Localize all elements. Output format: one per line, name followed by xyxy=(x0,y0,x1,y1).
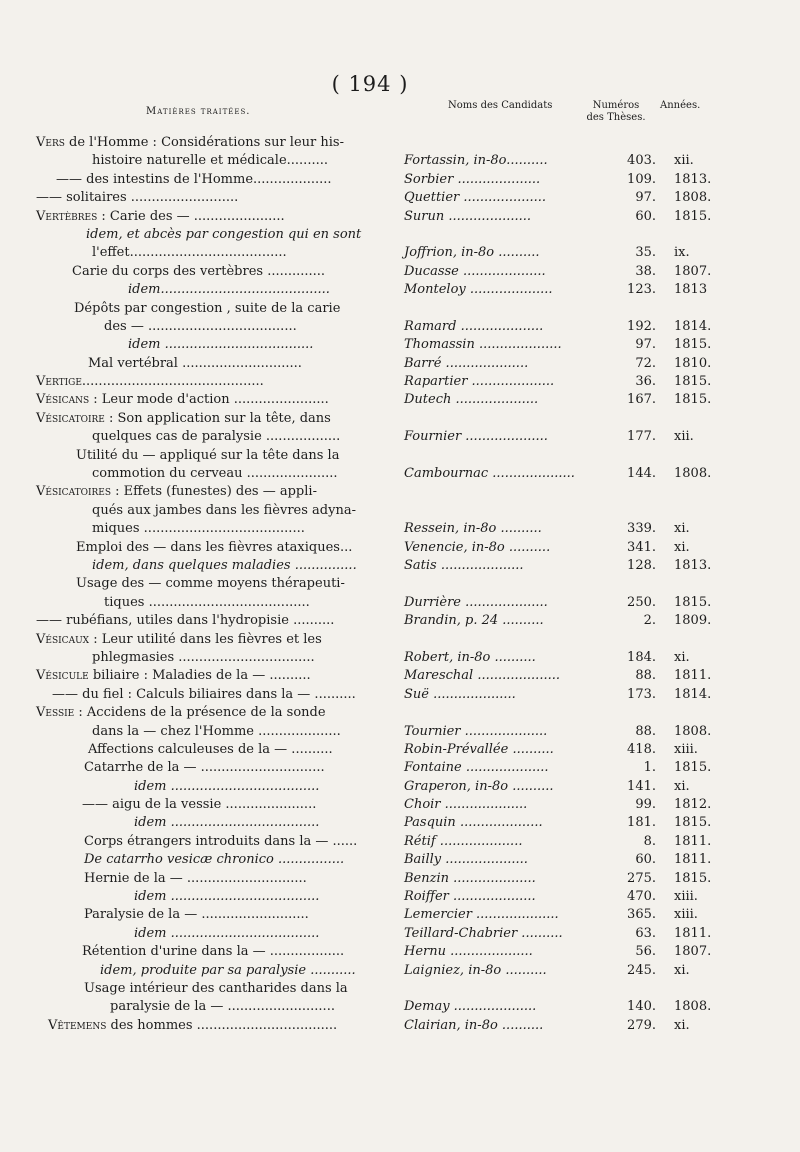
subject-lead-word: Vésicatoire xyxy=(36,410,105,426)
subject-cell xyxy=(100,962,356,980)
subject-cell xyxy=(84,759,325,777)
table-row xyxy=(0,575,800,593)
table-row xyxy=(0,447,800,465)
subject-cell xyxy=(36,612,334,630)
thesis-number-cell: 140. xyxy=(627,999,656,1015)
year-cell: 1815. xyxy=(674,594,712,610)
table-row xyxy=(0,998,800,1016)
subject-text: : Son application sur la tête, dans xyxy=(104,410,331,426)
entries-list xyxy=(0,134,800,1035)
subject-text: Hernie de la — ............................. xyxy=(84,870,307,886)
subject-cell xyxy=(76,575,345,593)
table-row xyxy=(0,152,800,170)
subject-cell xyxy=(110,998,335,1016)
subject-text: idem......................................... xyxy=(128,282,330,298)
subject-lead-word: Vêtemens xyxy=(48,1017,107,1033)
page-number: ( 194 ) xyxy=(331,72,409,96)
subject-cell xyxy=(84,980,348,998)
header-numbers xyxy=(584,100,648,124)
year-cell: 1811. xyxy=(674,852,712,868)
candidate-cell: Satis .................... xyxy=(404,557,524,573)
subject-cell xyxy=(92,152,328,170)
subject-text: : Accidens de la présence de la sonde xyxy=(74,705,326,721)
subject-cell xyxy=(134,778,319,796)
subject-text: idem, produite par sa paralysie ........... xyxy=(100,962,356,978)
year-cell: 1808. xyxy=(674,190,712,206)
table-row xyxy=(0,373,800,391)
thesis-number-cell: 56. xyxy=(635,944,656,960)
candidate-cell: Teillard-Chabrier .......... xyxy=(404,925,563,941)
table-row xyxy=(0,980,800,998)
candidate-cell: Dutech .................... xyxy=(404,392,539,408)
subject-text: Catarrhe de la — .............................. xyxy=(84,760,325,776)
thesis-number-cell: 97. xyxy=(635,337,656,353)
thesis-number-cell: 35. xyxy=(635,245,656,261)
year-cell: xi. xyxy=(674,778,690,794)
candidate-cell: Rapartier .................... xyxy=(404,374,555,390)
candidate-cell: Mareschal .................... xyxy=(404,668,560,684)
table-row xyxy=(0,208,800,226)
thesis-number-cell: 88. xyxy=(635,668,656,684)
thesis-number-cell: 60. xyxy=(635,852,656,868)
subject-text: —— aigu de la vessie ...................... xyxy=(82,797,317,813)
subject-cell xyxy=(92,520,305,538)
table-row xyxy=(0,870,800,888)
subject-cell xyxy=(74,300,340,318)
subject-text: : Leur mode d'action ....................... xyxy=(89,392,329,408)
subject-text: Carie du corps des vertèbres .............. xyxy=(72,263,326,279)
candidate-cell: Fontaine .................... xyxy=(404,760,549,776)
thesis-number-cell: 36. xyxy=(635,374,656,390)
year-cell: 1807. xyxy=(674,263,712,279)
table-row xyxy=(0,594,800,612)
year-cell: 1813. xyxy=(674,557,712,573)
subject-text: quelques cas de paralysie .................. xyxy=(92,429,341,445)
subject-cell xyxy=(88,741,333,759)
candidate-cell: Bailly .................... xyxy=(404,852,528,868)
table-row xyxy=(0,281,800,299)
subject-text: Paralysie de la — .......................... xyxy=(84,907,309,923)
subject-cell xyxy=(48,1017,337,1035)
thesis-number-cell: 418. xyxy=(627,741,656,757)
subject-lead-word: Vésicaux xyxy=(36,631,90,647)
table-row xyxy=(0,410,800,428)
table-row xyxy=(0,557,800,575)
candidate-cell: Pasquin .................... xyxy=(404,815,543,831)
subject-text: Emploi des — dans les fièvres ataxiques... xyxy=(76,539,353,555)
subject-cell xyxy=(76,539,352,557)
table-row xyxy=(0,814,800,832)
table-row xyxy=(0,520,800,538)
subject-lead-word: Vésicule xyxy=(36,668,89,684)
subject-cell xyxy=(82,796,316,814)
header-candidates: Noms des Candidats xyxy=(448,100,553,111)
year-cell: 1808. xyxy=(674,723,712,739)
table-row xyxy=(0,391,800,409)
table-row xyxy=(0,1017,800,1035)
candidate-cell: Laigniez, in-8o .......... xyxy=(404,962,547,978)
candidate-cell: Ramard .................... xyxy=(404,318,544,334)
thesis-number-cell: 470. xyxy=(627,889,656,905)
thesis-number-cell: 184. xyxy=(627,649,656,665)
table-row xyxy=(0,631,800,649)
table-row xyxy=(0,134,800,152)
subject-text: Affections calculeuses de la — .......... xyxy=(88,741,333,757)
candidate-cell: Ducasse .................... xyxy=(404,263,546,279)
table-row xyxy=(0,300,800,318)
candidate-cell: Fortassin, in-8o.......... xyxy=(404,153,548,169)
subject-text: l'effet...................................... xyxy=(92,245,287,261)
subject-text: ............................................ xyxy=(81,374,264,390)
subject-lead-word: Vertige xyxy=(36,374,82,390)
candidate-cell: Monteloy .................... xyxy=(404,282,553,298)
thesis-number-cell: 365. xyxy=(627,907,656,923)
subject-text: Usage intérieur des cantharides dans la xyxy=(84,980,348,996)
subject-text: Utilité du — appliqué sur la tête dans la xyxy=(76,447,340,463)
subject-cell xyxy=(72,263,325,281)
table-row xyxy=(0,539,800,557)
thesis-number-cell: 8. xyxy=(643,833,656,849)
candidate-cell: Thomassin .................... xyxy=(404,337,562,353)
year-cell: xii. xyxy=(674,429,694,445)
subject-cell xyxy=(36,410,331,428)
table-row xyxy=(0,906,800,924)
thesis-number-cell: 181. xyxy=(627,815,656,831)
thesis-number-cell: 60. xyxy=(635,208,656,224)
candidate-cell: Clairian, in-8o .......... xyxy=(404,1017,544,1033)
subject-cell xyxy=(84,833,357,851)
subject-text: commotion du cerveau ...................... xyxy=(92,466,338,482)
header-subjects: Matières traitées. xyxy=(146,106,251,117)
year-cell: xi. xyxy=(674,539,690,555)
thesis-number-cell: 173. xyxy=(627,686,656,702)
table-row xyxy=(0,704,800,722)
subject-text: paralysie de la — .......................... xyxy=(110,999,335,1015)
subject-cell xyxy=(92,723,341,741)
thesis-number-cell: 1. xyxy=(643,760,656,776)
year-cell: 1810. xyxy=(674,355,712,371)
candidate-cell: Suë .................... xyxy=(404,686,516,702)
subject-text: idem .................................... xyxy=(128,337,314,353)
table-row xyxy=(0,759,800,777)
subject-cell xyxy=(36,208,285,226)
thesis-number-cell: 38. xyxy=(635,263,656,279)
subject-cell xyxy=(92,465,338,483)
subject-text: phlegmasies ................................. xyxy=(92,649,315,665)
candidate-cell: Hernu .................... xyxy=(404,944,533,960)
candidate-cell: Sorbier .................... xyxy=(404,171,541,187)
header-numbers-line2: des Thèses. xyxy=(586,112,646,123)
candidate-cell: Tournier .................... xyxy=(404,723,548,739)
subject-text: idem .................................... xyxy=(134,889,320,905)
year-cell: xi. xyxy=(674,1017,690,1033)
subject-cell xyxy=(56,171,332,189)
year-cell: 1811. xyxy=(674,833,712,849)
subject-text: biliaire : Maladies de la — .......... xyxy=(88,668,311,684)
subject-cell xyxy=(36,391,329,409)
table-row xyxy=(0,318,800,336)
subject-text: : Leur utilité dans les fièvres et les xyxy=(89,631,322,647)
header-years: Années. xyxy=(660,100,701,111)
candidate-cell: Choir .................... xyxy=(404,797,528,813)
subject-text: tiques ....................................... xyxy=(104,594,310,610)
candidate-cell: Graperon, in-8o .......... xyxy=(404,778,554,794)
subject-cell xyxy=(128,336,313,354)
subject-cell xyxy=(104,318,297,336)
thesis-number-cell: 339. xyxy=(627,521,656,537)
candidate-cell: Fournier .................... xyxy=(404,429,548,445)
candidate-cell: Cambournac .................... xyxy=(404,466,575,482)
table-row xyxy=(0,667,800,685)
table-row xyxy=(0,244,800,262)
year-cell: 1809. xyxy=(674,613,712,629)
table-row xyxy=(0,851,800,869)
subject-text: : Effets (funestes) des — appli- xyxy=(111,484,317,500)
table-row xyxy=(0,888,800,906)
candidate-cell: Brandin, p. 24 .......... xyxy=(404,613,544,629)
candidate-cell: Benzin .................... xyxy=(404,870,536,886)
table-row xyxy=(0,355,800,373)
candidate-cell: Rétif .................... xyxy=(404,833,523,849)
subject-text: Rétention d'urine dans la — .................. xyxy=(82,944,345,960)
candidate-cell: Ressein, in-8o .......... xyxy=(404,521,542,537)
table-row xyxy=(0,686,800,704)
year-cell: xi. xyxy=(674,649,690,665)
subject-cell xyxy=(36,189,238,207)
thesis-number-cell: 109. xyxy=(627,171,656,187)
thesis-number-cell: 123. xyxy=(627,282,656,298)
table-row xyxy=(0,336,800,354)
year-cell: 1813 xyxy=(674,282,708,298)
year-cell: ix. xyxy=(674,245,690,261)
subject-text: idem, et abcès par congestion qui en sont xyxy=(86,226,362,242)
candidate-cell: Robert, in-8o .......... xyxy=(404,649,536,665)
subject-text: de l'Homme : Considérations sur leur his- xyxy=(64,135,344,150)
table-row xyxy=(0,171,800,189)
thesis-number-cell: 167. xyxy=(627,392,656,408)
table-row xyxy=(0,226,800,244)
table-row xyxy=(0,263,800,281)
thesis-number-cell: 63. xyxy=(635,925,656,941)
subject-text: miques ....................................... xyxy=(92,521,305,537)
subject-text: —— du fiel : Calculs biliaires dans la — .......... xyxy=(52,686,356,702)
subject-text: idem .................................... xyxy=(134,815,320,831)
year-cell: 1815. xyxy=(674,760,712,776)
subject-cell xyxy=(36,631,322,649)
subject-cell xyxy=(128,281,330,299)
subject-cell xyxy=(92,502,356,520)
year-cell: 1813. xyxy=(674,171,712,187)
subject-text: idem .................................... xyxy=(134,925,320,941)
subject-text: idem .................................... xyxy=(134,778,320,794)
subject-cell xyxy=(134,888,319,906)
thesis-number-cell: 341. xyxy=(627,539,656,555)
subject-cell xyxy=(84,870,307,888)
year-cell: 1814. xyxy=(674,686,712,702)
table-row xyxy=(0,962,800,980)
subject-text: histoire naturelle et médicale.......... xyxy=(92,153,328,169)
thesis-number-cell: 72. xyxy=(635,355,656,371)
subject-cell xyxy=(36,134,344,152)
thesis-number-cell: 88. xyxy=(635,723,656,739)
year-cell: xi. xyxy=(674,521,690,537)
subject-lead-word: Vésicans xyxy=(36,392,90,408)
candidate-cell: Roiffer .................... xyxy=(404,889,536,905)
year-cell: 1812. xyxy=(674,797,712,813)
thesis-number-cell: 192. xyxy=(627,318,656,334)
subject-cell xyxy=(104,594,310,612)
thesis-number-cell: 275. xyxy=(627,870,656,886)
year-cell: 1815. xyxy=(674,337,712,353)
thesis-number-cell: 97. xyxy=(635,190,656,206)
subject-text: —— solitaires .......................... xyxy=(36,190,239,206)
thesis-number-cell: 403. xyxy=(627,153,656,169)
subject-text: des — .................................... xyxy=(104,318,297,334)
year-cell: 1815. xyxy=(674,208,712,224)
year-cell: 1815. xyxy=(674,815,712,831)
candidate-cell: Robin-Prévallée .......... xyxy=(404,741,554,757)
table-row xyxy=(0,943,800,961)
thesis-number-cell: 279. xyxy=(627,1017,656,1033)
subject-cell xyxy=(36,667,311,685)
subject-text: qués aux jambes dans les fièvres adyna- xyxy=(92,502,356,518)
subject-text: —— rubéfians, utiles dans l'hydropisie .......... xyxy=(36,613,335,629)
subject-cell xyxy=(134,925,319,943)
year-cell: 1815. xyxy=(674,392,712,408)
subject-text: Usage des — comme moyens thérapeuti- xyxy=(76,576,345,592)
subject-text: Dépôts par congestion , suite de la carie xyxy=(74,300,341,316)
year-cell: xiii. xyxy=(674,889,698,905)
candidate-cell: Venencie, in-8o .......... xyxy=(404,539,551,555)
candidate-cell: Durrière .................... xyxy=(404,594,548,610)
table-row xyxy=(0,741,800,759)
subject-text: De catarrho vesicæ chronico ................ xyxy=(84,852,345,868)
year-cell: xiii. xyxy=(674,907,698,923)
subject-text: idem, dans quelques maladies ............... xyxy=(92,557,357,573)
table-row xyxy=(0,649,800,667)
year-cell: 1814. xyxy=(674,318,712,334)
subject-text: —— des intestins de l'Homme................... xyxy=(56,171,332,187)
candidate-cell: Surun .................... xyxy=(404,208,532,224)
thesis-number-cell: 177. xyxy=(627,429,656,445)
subject-cell xyxy=(84,906,309,924)
year-cell: 1815. xyxy=(674,870,712,886)
year-cell: xii. xyxy=(674,153,694,169)
year-cell: 1815. xyxy=(674,374,712,390)
table-row xyxy=(0,502,800,520)
table-row xyxy=(0,925,800,943)
subject-text: Corps étrangers introduits dans la — ...... xyxy=(84,833,358,849)
subject-cell xyxy=(92,244,287,262)
subject-cell xyxy=(86,226,361,244)
subject-text: des hommes .................................. xyxy=(106,1017,338,1033)
thesis-number-cell: 144. xyxy=(627,466,656,482)
year-cell: 1808. xyxy=(674,999,712,1015)
table-row xyxy=(0,189,800,207)
table-row xyxy=(0,612,800,630)
subject-cell xyxy=(92,557,357,575)
thesis-number-cell: 250. xyxy=(627,594,656,610)
subject-cell xyxy=(134,814,319,832)
table-row xyxy=(0,465,800,483)
candidate-cell: Lemercier .................... xyxy=(404,907,559,923)
year-cell: xiii. xyxy=(674,741,698,757)
subject-cell xyxy=(88,355,302,373)
subject-cell xyxy=(52,686,356,704)
candidate-cell: Joffrion, in-8o .......... xyxy=(404,245,540,261)
year-cell: 1811. xyxy=(674,668,712,684)
thesis-number-cell: 99. xyxy=(635,797,656,813)
table-row xyxy=(0,428,800,446)
thesis-number-cell: 245. xyxy=(627,962,656,978)
header-numbers-line1: Numéros xyxy=(592,100,640,111)
table-row xyxy=(0,483,800,501)
candidate-cell: Barré .................... xyxy=(404,355,529,371)
table-row xyxy=(0,778,800,796)
subject-lead-word: Vers xyxy=(36,135,65,150)
candidate-cell: Demay .................... xyxy=(404,999,537,1015)
thesis-number-cell: 128. xyxy=(627,557,656,573)
year-cell: 1807. xyxy=(674,944,712,960)
subject-lead-word: Vésicatoires xyxy=(36,484,112,500)
year-cell: 1808. xyxy=(674,466,712,482)
candidate-cell: Quettier .................... xyxy=(404,190,547,206)
year-cell: xi. xyxy=(674,962,690,978)
subject-cell xyxy=(92,649,315,667)
subject-cell xyxy=(82,943,344,961)
subject-lead-word: Vessie xyxy=(36,705,75,721)
year-cell: 1811. xyxy=(674,925,712,941)
subject-text: : Carie des — ...................... xyxy=(97,208,285,224)
table-row xyxy=(0,723,800,741)
subject-text: Mal vertébral ............................. xyxy=(88,355,302,371)
subject-cell xyxy=(92,428,340,446)
subject-cell xyxy=(36,704,326,722)
subject-cell xyxy=(36,483,317,501)
subject-cell xyxy=(36,373,264,391)
subject-text: dans la — chez l'Homme .................... xyxy=(92,723,341,739)
subject-cell xyxy=(84,851,344,869)
subject-cell xyxy=(76,447,339,465)
subject-lead-word: Vertèbres xyxy=(36,208,98,224)
table-row xyxy=(0,833,800,851)
thesis-number-cell: 2. xyxy=(643,613,656,629)
thesis-number-cell: 141. xyxy=(627,778,656,794)
table-row xyxy=(0,796,800,814)
